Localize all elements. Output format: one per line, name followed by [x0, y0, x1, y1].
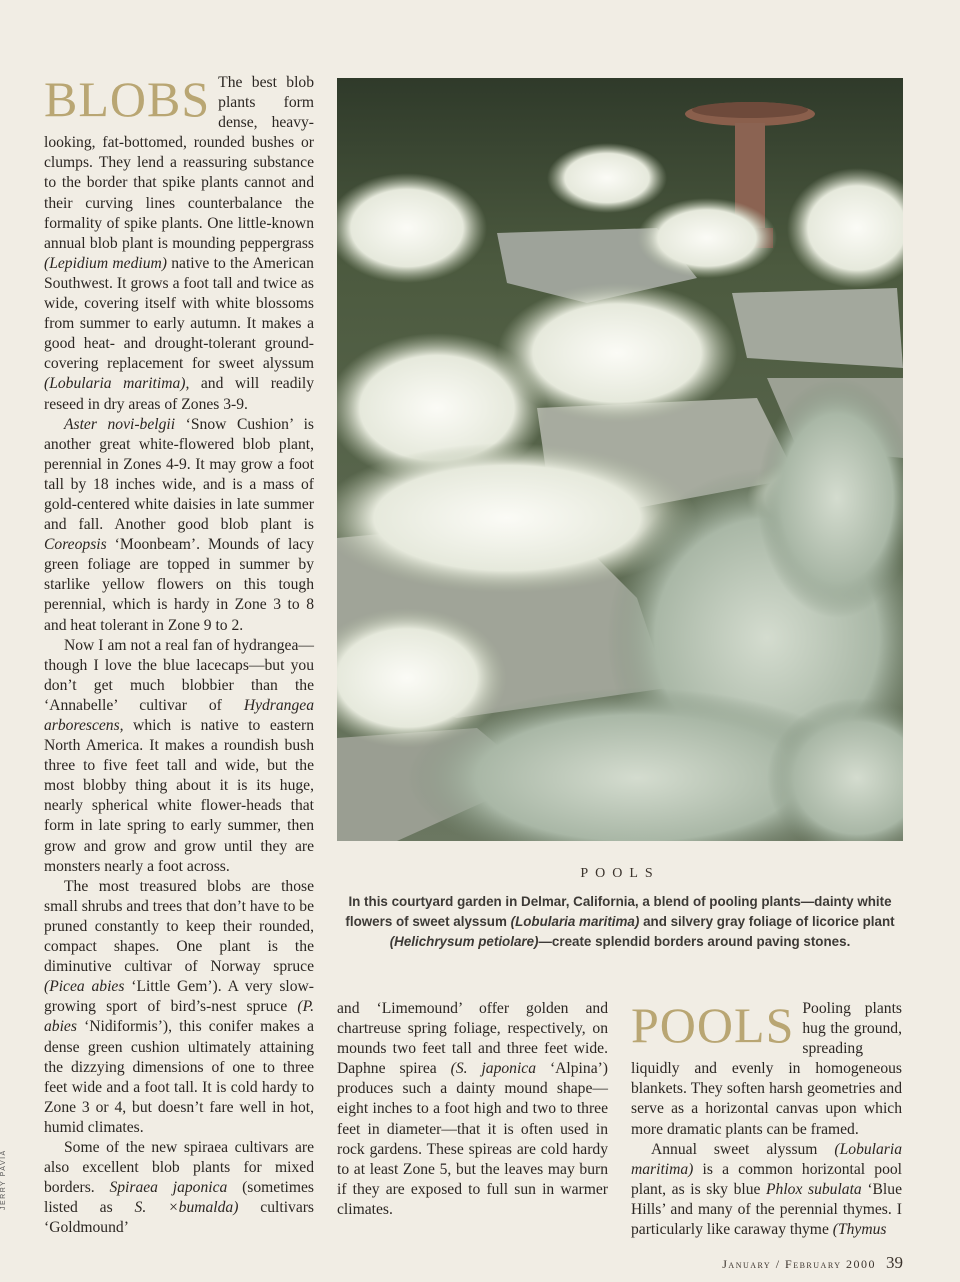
caption-title: POOLS — [580, 866, 660, 881]
photo-credit: JERRY PAVIA — [0, 1149, 7, 1210]
article-column-2 — [337, 999, 608, 1220]
paragraph: and ‘Limemound’ offer golden and chartreuse spring foliage, respectively, on mounds two feet tall and three feet wide. Daphne spirea (S. japonica ‘Alpina’) produces such a dainty mound shape—eight inches to a foot high and two to three feet in diameter—that it is often used in rock gardens. These spireas are cold hardy to at least Zone 5, but the leaves may burn if they are exposed to full sun in warmer climates. — [337, 1000, 608, 1218]
issue-date: January / February 2000 — [722, 1257, 876, 1271]
paragraph: Annual sweet alyssum (Lobularia maritima) is a common horizontal pool plant, as is sky blue Phlox subulata ‘Blue Hills’ and many of the perennial thymes. I particularly like caraway thyme (Thymus — [631, 1140, 902, 1239]
paragraph: Now I am not a real fan of hydrangea—though I love the blue lacecaps—but you don’t get much blobbier than the ‘Annabelle’ cultivar of Hydrangea arborescens, which is native to eastern North America. It makes a roundish bush three to five feet tall and wide, but the most blobby thing about it is its huge, nearly spherical white flower-heads that form in late spring to early summer, then grow and grow and grow until they are monsters nearly a foot across. — [44, 636, 314, 875]
paragraph: BLOBS The best blob plants form dense, heavy-looking, fat-bottomed, rounded bushes or clumps. They lend a reassuring substance to the border that spike plants cannot and their curving lines counterbalance the formality of spike plants. One little-known annual blob plant is mounding peppergrass (Lepidium medium) native to the American Southwest. It grows a foot tall and twice as wide, covering itself with white blossoms from summer to early autumn. It makes a good heat- and drought-tolerant ground-covering replacement for sweet alyssum (Lobularia maritima), and will readily reseed in dry areas of Zones 3-9. — [44, 71, 314, 413]
paragraph: POOLS Pooling plants hug the ground, spreading liquidly and evenly in homogeneous blankets. They soften harsh geometries and serve as a horizontal canvas upon which more dramatic plants can be framed. — [631, 997, 902, 1138]
page-folio — [722, 1253, 903, 1273]
paragraph: Aster novi-belgii ‘Snow Cushion’ is another great white-flowered blob plant, perennial in Zones 4-9. It may grow a foot tall by 18 inches wide, and is a mass of gold-centered white daisies in late summer and fall. Another good blob plant is Coreopsis ‘Moonbeam’. Mounds of lacy green foliage are topped in summer by starlike yellow flowers on this tough perennial, which is hardy in Zone 3 to 8 and heat tolerant in Zone 9 to 2. — [44, 415, 314, 634]
section-heading-blobs: BLOBS — [44, 71, 211, 127]
garden-photo — [337, 78, 903, 841]
caption-text: In this courtyard garden in Delmar, California, a blend of pooling plants—dainty white flowers of sweet alyssum (Lobularia maritima) and silvery gray foliage of licorice plant (Helichrysum petiolare)—create splendid borders around paving stones. — [345, 894, 895, 949]
article-column-1 — [44, 73, 314, 1238]
page-number: 39 — [886, 1253, 903, 1272]
article-column-3 — [631, 999, 902, 1240]
paragraph: Some of the new spiraea cultivars are also excellent blob plants for mixed borders. Spiraea japonica (sometimes listed as S. ×bumalda) cultivars ‘Goldmound’ — [44, 1138, 314, 1237]
photo-caption — [337, 866, 903, 952]
paragraph: The most treasured blobs are those small shrubs and trees that don’t have to be pruned constantly to keep their rounded, compact shapes. One plant is the diminutive cultivar of Norway spruce (Picea abies ‘Little Gem’). A very slow-growing sport of bird’s-nest spruce (P. abies ‘Nidiformis’), this conifer makes a dense green cushion ultimately attaining the dizzying dimensions of one to three feet wide and a foot tall. It is cold hardy to Zone 3 or 4, but doesn’t fare well in hot, humid climates. — [44, 877, 314, 1136]
section-heading-pools: POOLS — [631, 997, 795, 1053]
